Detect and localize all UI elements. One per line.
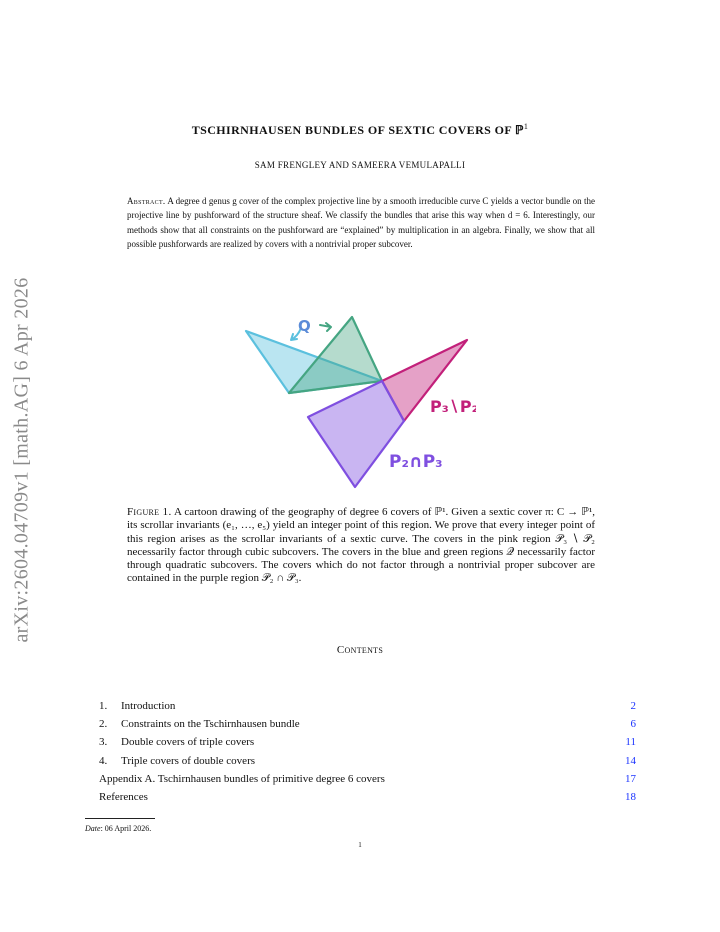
- geography-figure: [236, 310, 476, 490]
- table-of-contents: [99, 697, 636, 806]
- abstract-label: Abstract.: [127, 196, 166, 206]
- footnote-text: : 06 April 2026.: [100, 824, 152, 833]
- label-Q: Q: [298, 317, 311, 335]
- arxiv-identifier-text: arXiv:2604.04709v1 [math.AG] 6 Apr 2026: [10, 277, 33, 643]
- geography-drawing: [236, 310, 476, 490]
- toc-entry-title-text: Introduction: [121, 700, 176, 712]
- toc-entry-references[interactable]: [99, 788, 636, 806]
- toc-entry-appendix-a[interactable]: [99, 770, 636, 788]
- toc-entry-number: 2.: [99, 718, 108, 731]
- toc-entry-number: 1.: [99, 700, 108, 712]
- paper-title-superscript: 1: [523, 122, 529, 131]
- paper-title: [80, 122, 640, 138]
- toc-entry-title-text: Double covers of triple covers: [121, 736, 255, 749]
- toc-entry-number: 3.: [99, 736, 108, 749]
- toc-entry-title: [99, 733, 254, 751]
- toc-page-link[interactable]: 11: [625, 736, 636, 749]
- toc-page-link[interactable]: 14: [625, 754, 636, 767]
- date-footnote: [85, 824, 151, 833]
- toc-entry-title: [99, 752, 255, 770]
- authors: SAM FRENGLEY AND SAMEERA VEMULAPALLI: [254, 160, 466, 170]
- figure-caption: [127, 506, 595, 586]
- abstract-text: A degree d genus g cover of the complex projective line by a smooth irreducible curve C yields a vector bundle on the projective line by pushforward of the structure sheaf. We classify the bundles that arise this way when d = 6. Interestingly, our methods show that all constraints on the pushforward are “explained” by multiplication in an algebra. Finally, we show that all possible pushforwards are realized by covers with a nontrivial proper subcover.: [127, 196, 595, 249]
- page-number: 1: [358, 841, 362, 849]
- toc-entry-triple-covers[interactable]: [99, 752, 636, 770]
- toc-entry-title-text: Appendix A. Tschirnhausen bundles of primitive degree 6 covers: [99, 772, 385, 785]
- toc-entry-title-text: References: [99, 790, 148, 803]
- footnote-rule: [85, 818, 155, 819]
- toc-entry-title-text: Triple covers of double covers: [121, 754, 256, 767]
- footnote-label: Date: [85, 824, 101, 833]
- paper-title-text: TSCHIRNHAUSEN BUNDLES OF SEXTIC COVERS OF ℙ: [191, 123, 524, 137]
- toc-entry-title: [99, 715, 300, 733]
- caption-label: Figure 1.: [127, 506, 172, 518]
- toc-entry-constraints[interactable]: [99, 715, 636, 733]
- contents-heading-text: Contents: [336, 644, 384, 656]
- toc-page-link[interactable]: 17: [625, 772, 636, 785]
- toc-entry-title-text: Constraints on the Tschirnhausen bundle: [121, 718, 300, 731]
- label-P3-minus-P2: P₃∖P₂: [430, 397, 476, 416]
- toc-entry-double-covers[interactable]: [99, 733, 636, 751]
- toc-entry-title: [99, 697, 175, 715]
- abstract: [127, 194, 595, 251]
- toc-page-link[interactable]: 2: [630, 700, 636, 712]
- toc-page-link[interactable]: 18: [625, 790, 636, 803]
- label-P2-cap-P3: P₂∩P₃: [389, 452, 443, 472]
- contents-heading: [80, 644, 640, 656]
- caption-text: A cartoon drawing of the geography of degree 6 covers of ℙ¹. Given a sextic cover π: C → ℙ¹, its scrollar invariants (e₁, …, e₅) yield an integer point of this region. We prove that every integer point of this region arises as the scrollar invariants of a sextic curve. The covers in the pink region 𝒫₃ ∖ 𝒫₂ necessarily factor through cubic subcovers. The covers in the blue and green regions 𝒬 necessarily factor through quadratic subcovers. The covers which do not factor through a nontrivial proper subcover are contained in the purple region 𝒫₂ ∩ 𝒫₃.: [127, 506, 595, 585]
- toc-page-link[interactable]: 6: [630, 718, 636, 731]
- toc-entry-introduction[interactable]: [99, 697, 636, 715]
- toc-entry-number: 4.: [99, 754, 108, 767]
- green-arrow-icon: [320, 323, 331, 331]
